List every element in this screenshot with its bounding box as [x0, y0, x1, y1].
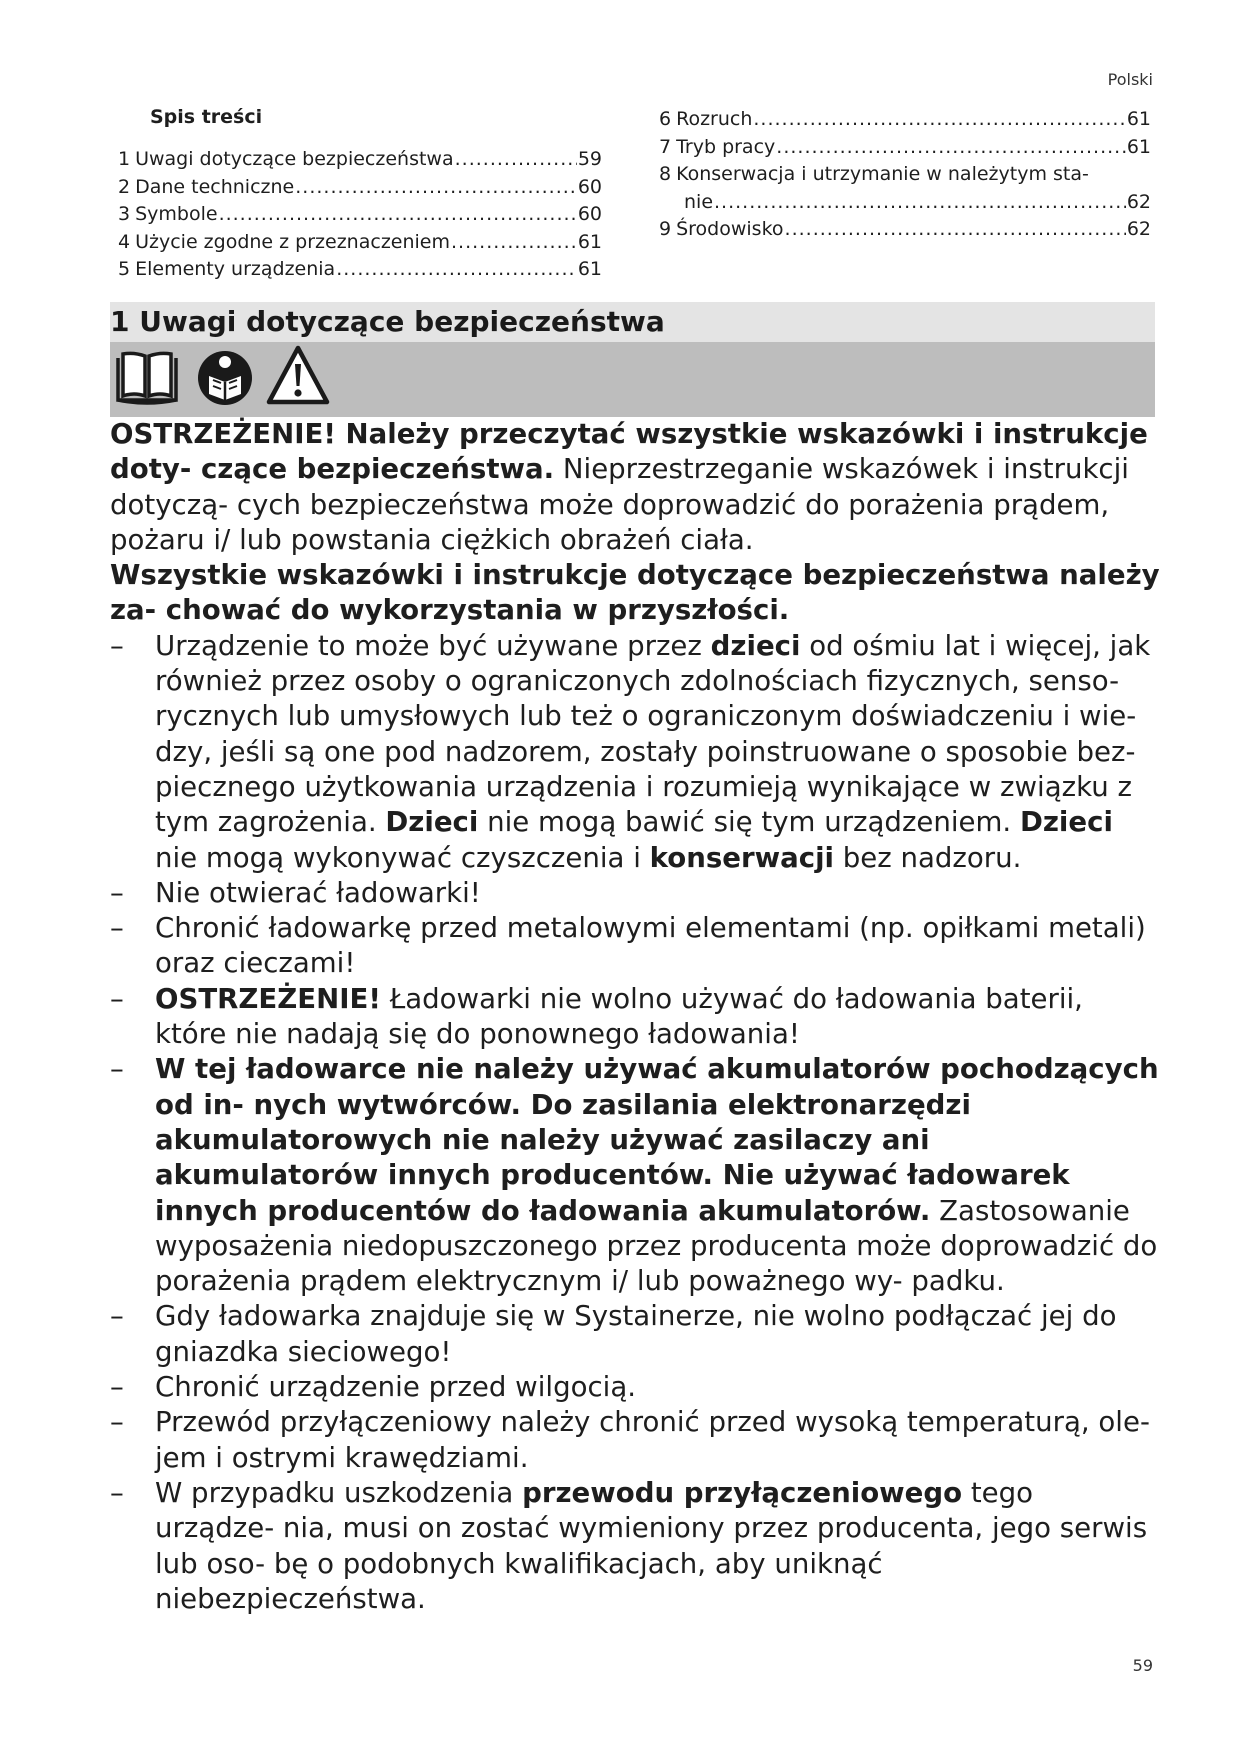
toc-left-column: [118, 146, 602, 284]
toc-item[interactable]: 2 Dane techniczne ..... 60: [118, 174, 602, 202]
toc-item[interactable]: 3 Symbole ..... 60: [118, 201, 602, 229]
toc-item[interactable]: 6 Rozruch ..... 61: [659, 106, 1151, 134]
toc-item[interactable]: 9 Środowisko ..... 62: [659, 216, 1151, 244]
manual-book-icon: [114, 350, 180, 408]
warning-paragraph: OSTRZEŻENIE! Należy przeczytać wszystkie wskazówki i instrukcje doty- czące bezpieczeństwa. Nieprzestrzeganie wskazówek i instrukcji dotyczą- cych bezpieczeństwa może doprowadzić do porażenia prądem, pożaru i/ lub powstania ciężkich obrażeń ciała.: [110, 417, 1148, 556]
section-title: 1 Uwagi dotyczące bezpieczeństwa: [110, 305, 665, 338]
warning-triangle-icon: [265, 344, 331, 408]
list-item: – Chronić ładowarkę przed metalowymi elementami (np. opiłkami metali) oraz cieczami!: [110, 911, 1146, 980]
toc-item[interactable]: 8 Konserwacja i utrzymanie w należytym sta-: [659, 163, 1089, 185]
list-item: – Nie otwierać ładowarki!: [110, 875, 481, 909]
list-item: – Chronić urządzenie przed wilgocią.: [110, 1370, 637, 1404]
language-label: Polski: [1107, 70, 1153, 89]
toc-item[interactable]: 1 Uwagi dotyczące bezpieczeństwa ..... 59: [118, 146, 602, 174]
section-header: [110, 302, 1155, 342]
toc-item[interactable]: 7 Tryb pracy ..... 61: [659, 134, 1151, 162]
toc-title: Spis treści: [150, 106, 263, 128]
list-item: – Gdy ładowarka znajduje się w Systainerze, nie wolno podłączać jej do gniazdka sieciowego!: [110, 1299, 1117, 1368]
read-instructions-icon: [195, 348, 255, 408]
keep-instructions-paragraph: Wszystkie wskazówki i instrukcje dotyczące bezpieczeństwa należy za- chować do wykorzystania w przyszłości.: [110, 558, 1160, 627]
list-item: – W tej ładowarce nie należy używać akumulatorów pochodzących od in- nych wytwórców. Do zasilania elektronarzędzi akumulatorowych nie należy używać zasilaczy ani akumulatorów innych producentów. Nie używać ładowarek innych producentów do ładowania akumulatorów. Zastosowanie wyposażenia niedopuszczonego przez producenta może doprowadzić do porażenia prądem elektrycznym i/ lub poważnego wy- padku.: [110, 1052, 1159, 1298]
toc-item-continuation[interactable]: nie ..... 62: [659, 189, 1151, 217]
safety-icon-bar: [110, 342, 1155, 417]
list-item: – Przewód przyłączeniowy należy chronić przed wysoką temperaturą, ole- jem i ostrymi krawędziami.: [110, 1405, 1150, 1474]
page-number: 59: [1132, 1656, 1153, 1675]
toc-item[interactable]: 4 Użycie zgodne z przeznaczeniem ..... 61: [118, 229, 602, 257]
list-item: – W przypadku uszkodzenia przewodu przyłączeniowego tego urządze- nia, musi on zostać wymieniony przez producenta, jego serwis lub oso- bę o podobnych kwalifikacjach, aby uniknąć niebezpieczeństwa.: [110, 1475, 1148, 1615]
toc-right-column: [659, 106, 1151, 244]
list-item: – OSTRZEŻENIE! Ładowarki nie wolno używać do ładowania baterii, które nie nadają się do ponownego ładowania!: [110, 981, 1083, 1051]
safety-text: [110, 416, 1160, 1616]
toc-item[interactable]: 5 Elementy urządzenia ..... 61: [118, 256, 602, 284]
list-item: – Urządzenie to może być używane przez dzieci od ośmiu lat i więcej, jak również przez osoby o ograniczonych zdolnościach fizycznych, senso- rycznych lub umysłowych lub też o ograniczonym doświadczeniu i wie- dzy, jeśli są one pod nadzorem, zostały poinstruowane o sposobie bez- piecznego użytkowania urządzenia i rozumieją wynikające w związku z tym zagrożenia. Dzieci nie mogą bawić się tym urządzeniem. Dzieci nie mogą wykonywać czyszczenia i konserwacji bez nadzoru.: [110, 628, 1151, 874]
